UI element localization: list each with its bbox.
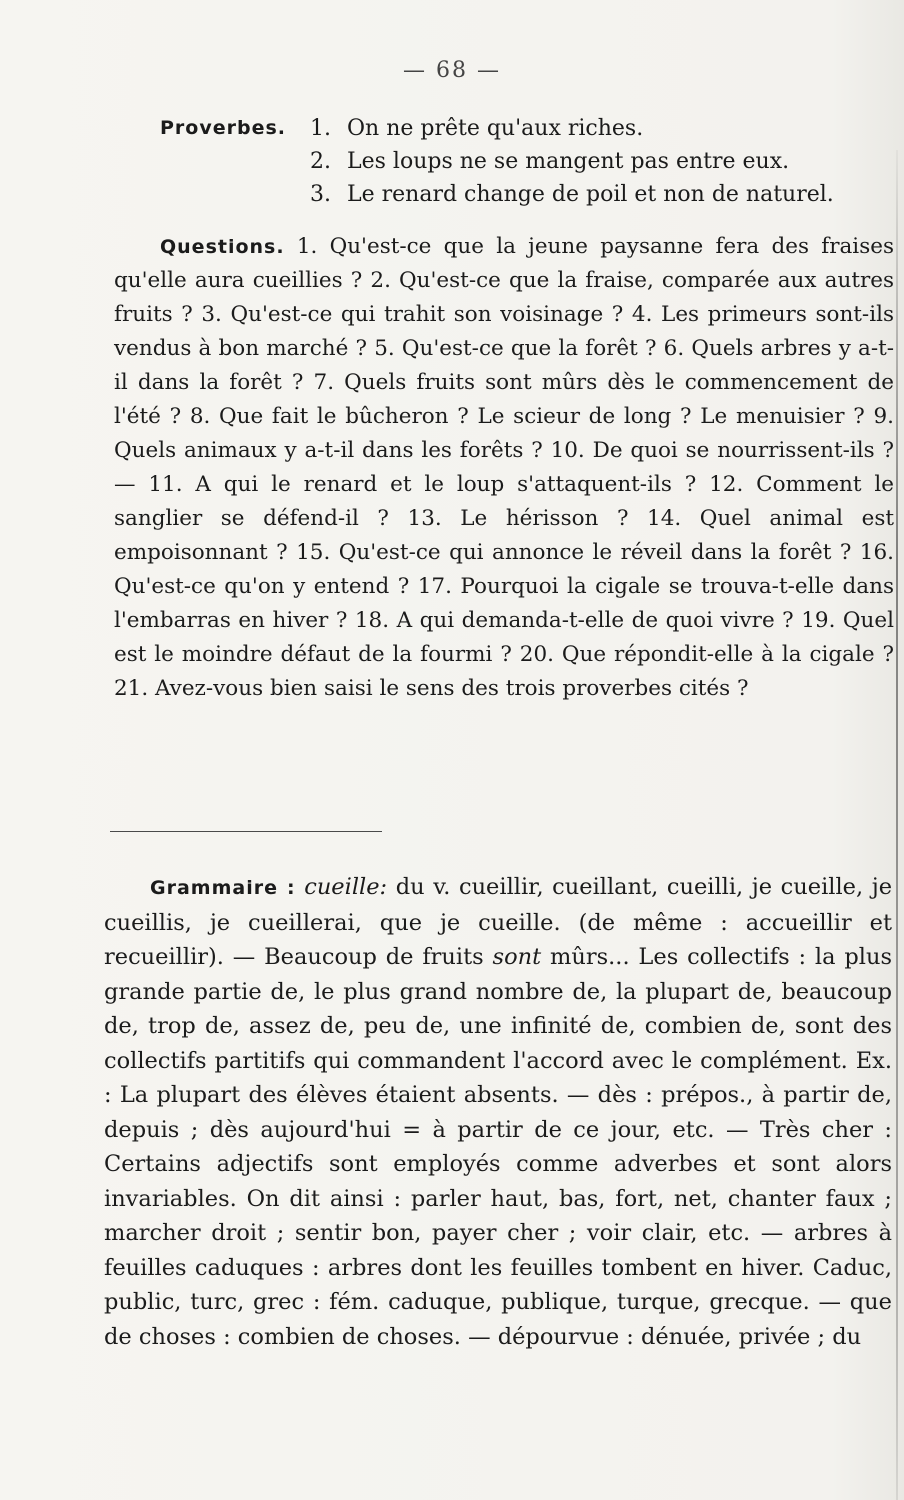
proverb-item	[310, 178, 900, 211]
grammar-term-sont: sont	[492, 944, 542, 970]
page-edge-shadow	[896, 150, 898, 1500]
page-number: — 68 —	[403, 58, 501, 83]
grammar-paragraph	[104, 870, 892, 1354]
proverb-number: 1.	[310, 116, 331, 141]
grammar-term-cueille: cueille:	[304, 874, 388, 900]
questions-section	[114, 230, 894, 706]
proverb-item	[310, 145, 900, 178]
grammar-section	[104, 870, 892, 1354]
grammar-label: Grammaire :	[150, 877, 296, 899]
proverbs-label: Proverbes.	[160, 117, 287, 139]
proverb-item	[310, 112, 900, 145]
grammar-text-part2: mûrs... Les collectifs : la plus grande partie de, le plus grand nombre de, la plupart de, beaucoup de, trop de, assez de, peu de, une infinité de, combien de, sont des collectifs partitifs qui commandent l'accord avec le complément. Ex. : La plupart des élèves étaient absents. — dès : prépos., à partir de, depuis ; dès aujourd'hui = à partir de ce jour, etc. — Très cher : Certains adjectifs sont employés comme adverbes et sont alors invariables. On dit ainsi : parler haut, bas, fort, net, chanter faux ; marcher droit ; sentir bon, payer cher ; voir clair, etc. — arbres à feuilles caduques : arbres dont les feuilles tombent en hiver. Caduc, public, turc, grec : fém. caduque, publique, turque, grecque. — que de choses : combien de choses. — dépourvue : dénuée, privée ; du	[104, 944, 892, 1350]
proverb-text: Les loups ne se mangent pas entre eux.	[347, 149, 790, 174]
questions-label: Questions.	[160, 236, 285, 258]
section-divider	[110, 831, 382, 832]
proverb-text: Le renard change de poil et non de naturel.	[347, 182, 834, 207]
proverb-text: On ne prête qu'aux riches.	[347, 116, 644, 141]
proverb-number: 2.	[310, 149, 331, 174]
grammar-text-part1: du v. cueillir, cueillant, cueilli, je cueille, je cueillis, je cueillerai, que je cueille. (de même : accueillir et recueillir). — Beaucoup de fruits	[104, 874, 893, 970]
proverbs-section	[160, 112, 900, 211]
questions-paragraph	[114, 230, 894, 706]
proverb-number: 3.	[310, 182, 331, 207]
questions-text: 1. Qu'est-ce que la jeune paysanne fera des fraises qu'elle aura cueillies ? 2. Qu'est-ce que la fraise, comparée aux autres fruits ? 3. Qu'est-ce qui trahit son voisinage ? 4. Les primeurs sont-ils vendus à bon marché ? 5. Qu'est-ce que la forêt ? 6. Quels arbres y a-t-il dans la forêt ? 7. Quels fruits sont mûrs dès le commencement de l'été ? 8. Que fait le bûcheron ? Le scieur de long ? Le menuisier ? 9. Quels animaux y a-t-il dans les forêts ? 10. De quoi se nourrissent-ils ? — 11. A qui le renard et le loup s'attaquent-ils ? 12. Comment le sanglier se défend-il ? 13. Le hérisson ? 14. Quel animal est empoisonnant ? 15. Qu'est-ce qui annonce le réveil dans la forêt ? 16. Qu'est-ce qu'on y entend ? 17. Pourquoi la cigale se trouva-t-elle dans l'embarras en hiver ? 18. A qui demanda-t-elle de quoi vivre ? 19. Quel est le moindre défaut de la fourmi ? 20. Que répondit-elle à la cigale ? 21. Avez-vous bien saisi le sens des trois proverbes cités ?	[114, 234, 894, 701]
